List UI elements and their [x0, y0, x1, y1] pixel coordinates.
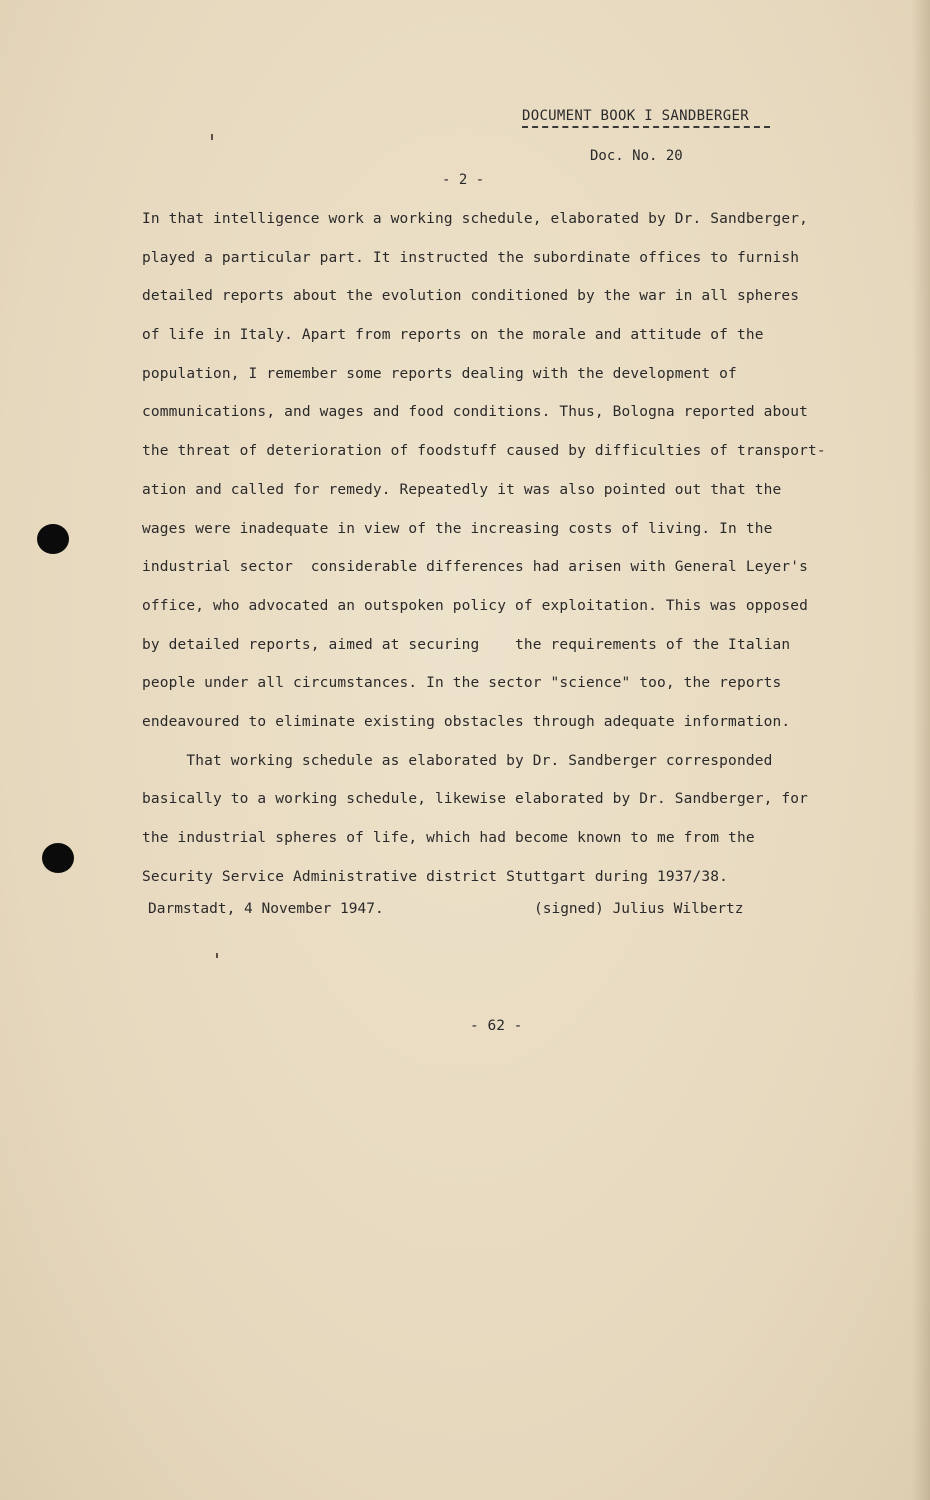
body-line: wages were inadequate in view of the increasing costs of living. In the	[142, 520, 773, 537]
body-line: industrial sector considerable differences had arisen with General Leyer's	[142, 559, 808, 576]
body-line: communications, and wages and food conditions. Thus, Bologna reported about	[142, 404, 808, 421]
paper-speck	[211, 134, 213, 140]
body-line: by detailed reports, aimed at securing the requirements of the Italian	[142, 636, 791, 653]
body-line: Security Service Administrative district Stuttgart during 1937/38.	[142, 868, 729, 885]
body-line: office, who advocated an outspoken policy of exploitation. This was opposed	[142, 597, 808, 614]
body-line: detailed reports about the evolution conditioned by the war in all spheres	[142, 288, 800, 305]
body-line: of life in Italy. Apart from reports on the morale and attitude of the	[142, 327, 764, 344]
punch-hole-lower	[42, 843, 74, 873]
body-line: the industrial spheres of life, which had become known to me from the	[142, 830, 755, 846]
header-dashed-rule	[522, 126, 770, 128]
punch-hole-upper	[37, 524, 69, 554]
place-and-date: Darmstadt, 4 November 1947.	[148, 901, 384, 917]
body-line: ation and called for remedy. Repeatedly it was also pointed out that the	[142, 481, 782, 498]
body-line: In that intelligence work a working schedule, elaborated by Dr. Sandberger,	[142, 211, 808, 227]
body-line: people under all circumstances. In the sector "science" too, the reports	[142, 675, 782, 692]
document-number: Doc. No. 20	[590, 148, 683, 164]
body-text	[142, 200, 882, 896]
page-number: - 62 -	[470, 1018, 523, 1034]
body-line: basically to a working schedule, likewise elaborated by Dr. Sandberger, for	[142, 791, 808, 808]
paper-speck	[216, 953, 218, 958]
body-line: That working schedule as elaborated by Dr. Sandberger corresponded	[142, 752, 773, 769]
body-line: population, I remember some reports dealing with the development of	[142, 365, 737, 382]
body-line: played a particular part. It instructed the subordinate offices to furnish	[142, 249, 800, 266]
body-line: endeavoured to eliminate existing obstacles through adequate information.	[142, 713, 791, 730]
signature-line: (signed) Julius Wilbertz	[534, 901, 744, 917]
paper-edge-shadow	[912, 0, 930, 1500]
document-book-title: DOCUMENT BOOK I SANDBERGER	[522, 108, 749, 124]
page-marker: - 2 -	[442, 172, 485, 188]
body-line: the threat of deterioration of foodstuff caused by difficulties of transport-	[142, 443, 826, 460]
